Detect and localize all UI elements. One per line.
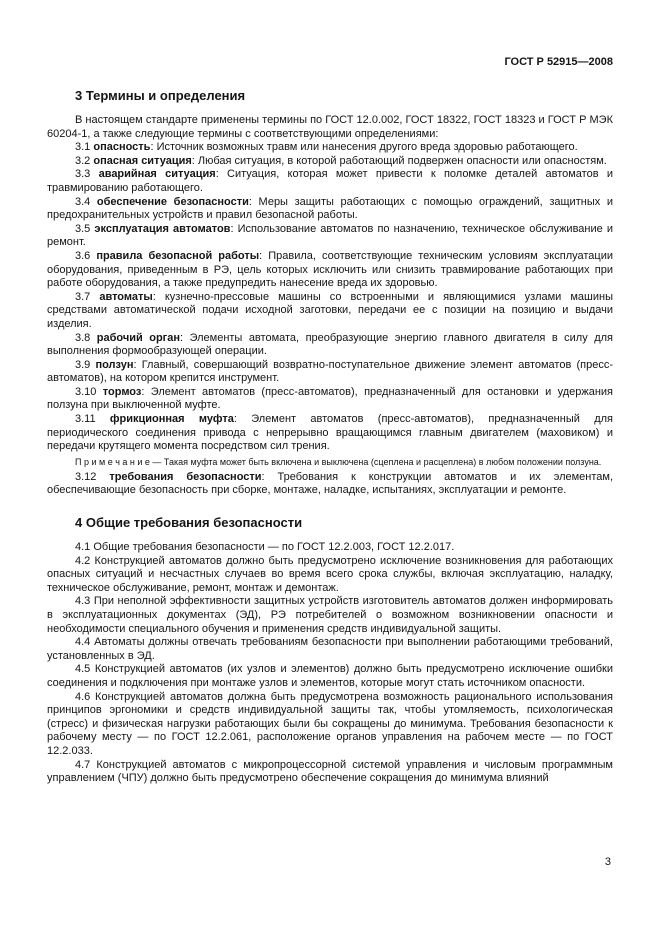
paragraph-4-4: 4.4 Автоматы должны отвечать требованиям безопасности при выполнении работающими требований, установленных в ЭД. bbox=[47, 636, 613, 662]
term-item-3-10 bbox=[47, 386, 613, 413]
term-definition: : Меры защиты работающих с помощью ограждений, защитных и предохранительных устройств и правил безопасной работы. bbox=[47, 195, 613, 222]
term-number: 3.4 bbox=[75, 195, 97, 208]
term-item-3-2 bbox=[47, 155, 613, 169]
term-number: 3.2 bbox=[75, 154, 94, 167]
term-definition: : Элемент автоматов (пресс-автоматов), предназначенный для периодического соединения привода с непрерывно вращающимся главным двигателем (маховиком) и передачи крутящего момента посредством сил трения. bbox=[47, 413, 613, 453]
term-number: 3.7 bbox=[75, 290, 100, 303]
paragraph-4-5: 4.5 Конструкцией автоматов (их узлов и элементов) должно быть предусмотрено исключение ошибки соединения и подключения при монтаже узлов и элементов, которые могут стать источником опасности. bbox=[47, 663, 613, 689]
term-definition: : Элементы автомата, преобразующие энергию главного двигателя в силу для выполнения формообразующей операции. bbox=[47, 331, 613, 358]
term-definition: : кузнечно-прессовые машины со встроенными и являющимися узлами машины средствами автоматической подачи исходной заготовки, передачи ее с позиции на позицию и выдачи изделия. bbox=[47, 290, 613, 330]
paragraph-4-6: 4.6 Конструкцией автоматов должна быть предусмотрена возможность рационального использования принципов эргономики и средств индивидуальной защиты так, чтобы утомляемость, психологическая (стресс) и физическая нагрузки работающих были бы сокращены до минимума. Требования безопасности к рабочему месту — по ГОСТ 12.2.061, расположение органов управления на рабочем месте — по ГОСТ 12.2.033. bbox=[47, 690, 613, 757]
term-definition: : Любая ситуация, в которой работающий подвержен опасности или опасностям. bbox=[191, 154, 607, 167]
term-number: 3.10 bbox=[75, 385, 103, 398]
term-number: 3.12 bbox=[75, 470, 110, 483]
term-definition: : Требования к конструкции автоматов и их элементам, обеспечивающие безопасность при сборке, монтаже, наладке, испытаниях, эксплуатации и ремонте. bbox=[47, 470, 614, 497]
paragraph-4-2: 4.2 Конструкцией автоматов должно быть предусмотрено исключение возникновения для работающих опасных ситуаций и несчастных случаев во время всего срока службы, включая эксплуатацию, наладку, техническое обслуживание, ремонт, монтаж и демонтаж. bbox=[47, 554, 613, 594]
term-number: 3.1 bbox=[75, 141, 94, 154]
term-definition: : Элемент автоматов (пресс-автоматов), предназначенный для остановки и удержания ползуна при выключенной муфте. bbox=[47, 385, 614, 412]
term-definition: : Главный, совершающий возвратно-поступательное движение элемент автоматов (пресс-автоматов), на котором крепится инструмент. bbox=[47, 358, 613, 385]
paragraph-4-1: 4.1 Общие требования безопасности — по ГОСТ 12.2.003, ГОСТ 12.2.017. bbox=[75, 541, 455, 554]
term-name: обеспечение безопасности bbox=[96, 195, 249, 208]
term-item-3-4 bbox=[47, 196, 613, 223]
term-definition: : Правила, соответствующие техническим условиям эксплуатации оборудования, приведенным в РЭ, цель которых исключить или снизить травмирование работающих при работе оборудования, а также предупредить нанесение вреда их здоровью. bbox=[47, 249, 613, 290]
term-name: эксплуатация автоматов bbox=[94, 222, 231, 235]
term-name: фрикционная муфта bbox=[109, 413, 234, 426]
term-number: 3.6 bbox=[75, 249, 97, 262]
term-name: тормоз bbox=[102, 385, 142, 398]
term-name: требования безопасности bbox=[109, 470, 262, 483]
term-name: опасная ситуация bbox=[93, 154, 192, 167]
term-name: правила безопасной работы bbox=[96, 249, 260, 262]
term-item-3-6 bbox=[47, 250, 613, 291]
term-item-3-5 bbox=[47, 223, 613, 250]
section-3-title: 3 Термины и определения bbox=[75, 88, 246, 103]
term-number: 3.11 bbox=[75, 413, 110, 426]
term-definition: : Ситуация, которая может привести к поломке деталей автоматов и травмированию работающего. bbox=[47, 168, 613, 194]
note-paragraph: П р и м е ч а н и е — Такая муфта может быть включена и выключена (сцеплена и расцеплена) в любом положении ползуна. bbox=[75, 456, 602, 467]
doc-id: ГОСТ Р 52915—2008 bbox=[504, 56, 613, 68]
paragraph-4-3: 4.3 При неполной эффективности защитных устройств изготовитель автоматов должен информировать в эксплуатационных документах (ЭД), РЭ потребителей о возможном возникновении опасности и необходимости специального обучения и применения средств индивидуальной защиты. bbox=[47, 595, 613, 635]
term-name: ползун bbox=[95, 358, 134, 371]
doc-header bbox=[47, 56, 613, 68]
term-item-3-3 bbox=[47, 168, 613, 195]
term-definition: : Источник возможных травм или нанесения другого вреда здоровью работающего. bbox=[150, 141, 578, 154]
term-number: 3.8 bbox=[75, 331, 97, 344]
section-4-title: 4 Общие требования безопасности bbox=[75, 515, 303, 531]
term-number: 3.5 bbox=[75, 222, 95, 235]
term-name: автоматы bbox=[99, 290, 153, 303]
term-name: опасность bbox=[93, 141, 151, 154]
term-item-3-9 bbox=[47, 359, 613, 386]
term-name: рабочий орган bbox=[96, 331, 181, 344]
term-item-3-11 bbox=[47, 413, 613, 454]
page-number: 3 bbox=[604, 856, 611, 868]
section-3-intro: В настоящем стандарте применены термины по ГОСТ 12.0.002, ГОСТ 18322, ГОСТ 18323 и ГОСТ Р МЭК 60204-1, а также следующие термины с соответствующими определениями: bbox=[47, 114, 613, 140]
term-number: 3.3 bbox=[75, 168, 99, 181]
term-item-3-8 bbox=[47, 332, 613, 359]
term-name: аварийная ситуация bbox=[98, 168, 216, 181]
term-item-3-1 bbox=[47, 141, 613, 155]
paragraph-4-7: 4.7 Конструкцией автоматов с микропроцессорной системой управления и числовым программным управлением (ЧПУ) должно быть предусмотрено обеспечение сокращения до минимума влияний bbox=[47, 758, 613, 785]
term-number: 3.9 bbox=[75, 358, 96, 371]
term-definition: : Использование автоматов по назначению, техническое обслуживание и ремонт. bbox=[47, 222, 613, 249]
term-item-3-7 bbox=[47, 291, 613, 332]
term-item-3-12 bbox=[47, 471, 613, 498]
